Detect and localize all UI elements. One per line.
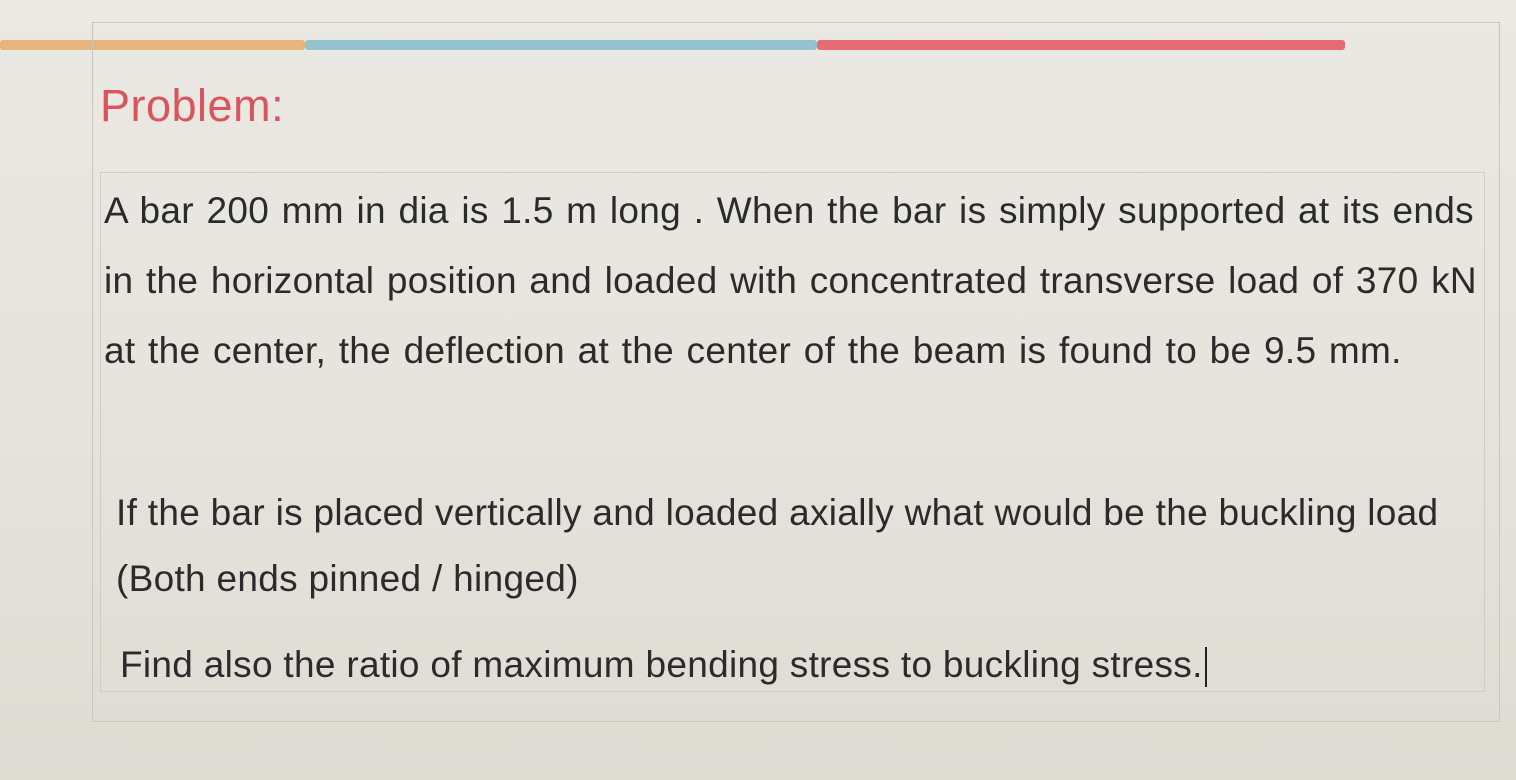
problem-statement[interactable]: A bar 200 mm in dia is 1.5 m long . When the bar is simply supported at its ends in the horizontal position and loaded with concentrated transverse load of 370 kN at the center, the deflection at the center of the beam is found to be 9.5 mm. — [104, 190, 1477, 371]
question-stress-ratio-text: Find also the ratio of maximum bending stress to buckling stress. — [120, 644, 1203, 685]
question-buckling-load[interactable]: If the bar is placed vertically and loaded axially what would be the buckling load (Both ends pinned / hinged) — [116, 492, 1439, 599]
question-stress-ratio[interactable] — [120, 630, 1420, 700]
text-cursor — [1205, 647, 1207, 687]
problem-heading: Problem: — [100, 80, 285, 131]
